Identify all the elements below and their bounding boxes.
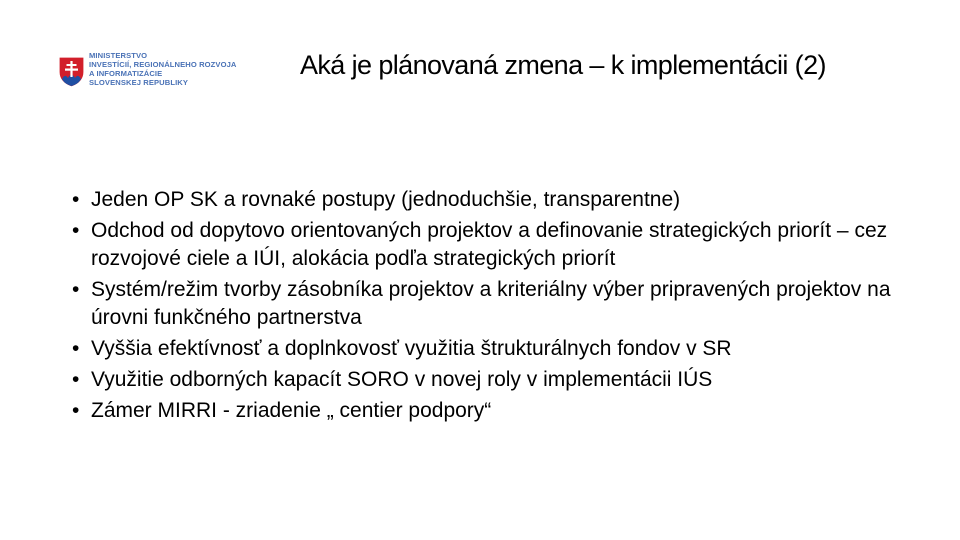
- bullet-text: Vyššia efektívnosť a doplnkovosť využitia štrukturálnych fondov v SR: [91, 337, 732, 360]
- bullet-icon: •: [72, 219, 80, 242]
- bullet-text: Systém/režim tvorby zásobníka projektov a kriteriálny výber pripravených projektov na úrovni funkčného partnerstva: [91, 278, 891, 329]
- bullet-item: [72, 186, 932, 214]
- slide-title: Aká je plánovaná zmena – k implementácii (2): [300, 50, 826, 80]
- bullet-text: Odchod od dopytovo orientovaných projektov a definovanie strategických priorít – cez rozvojové ciele a IÚI, alokácia podľa strategických priorít: [91, 219, 888, 270]
- bullet-item: [72, 366, 932, 394]
- bullet-icon: •: [72, 368, 80, 391]
- bullet-icon: •: [72, 278, 80, 301]
- bullet-item: [72, 397, 932, 425]
- bullet-text: Využitie odborných kapacít SORO v novej roly v implementácii IÚS: [91, 368, 713, 391]
- ministry-name-line: SLOVENSKEJ REPUBLIKY: [89, 77, 189, 87]
- coat-of-arms-icon: [58, 56, 85, 88]
- ministry-logo: [58, 52, 258, 92]
- bullet-icon: •: [72, 188, 80, 211]
- ministry-name-line: A INFORMATIZÁCIE: [89, 68, 163, 78]
- bullet-item: [72, 335, 932, 363]
- bullet-text: Zámer MIRRI - zriadenie „ centier podpory“: [91, 399, 492, 422]
- ministry-name: [89, 52, 237, 88]
- ministry-name-line: MINISTERSTVO: [89, 51, 148, 60]
- ministry-name-line: INVESTÍCIÍ, REGIONÁLNEHO ROZVOJA: [89, 59, 237, 69]
- bullet-icon: •: [72, 399, 80, 422]
- bullet-item: [72, 217, 932, 273]
- bullet-item: [72, 276, 932, 332]
- bullet-text: Jeden OP SK a rovnaké postupy (jednoduchšie, transparentne): [91, 188, 681, 211]
- bullet-icon: •: [72, 337, 80, 360]
- bullet-list: [72, 186, 932, 428]
